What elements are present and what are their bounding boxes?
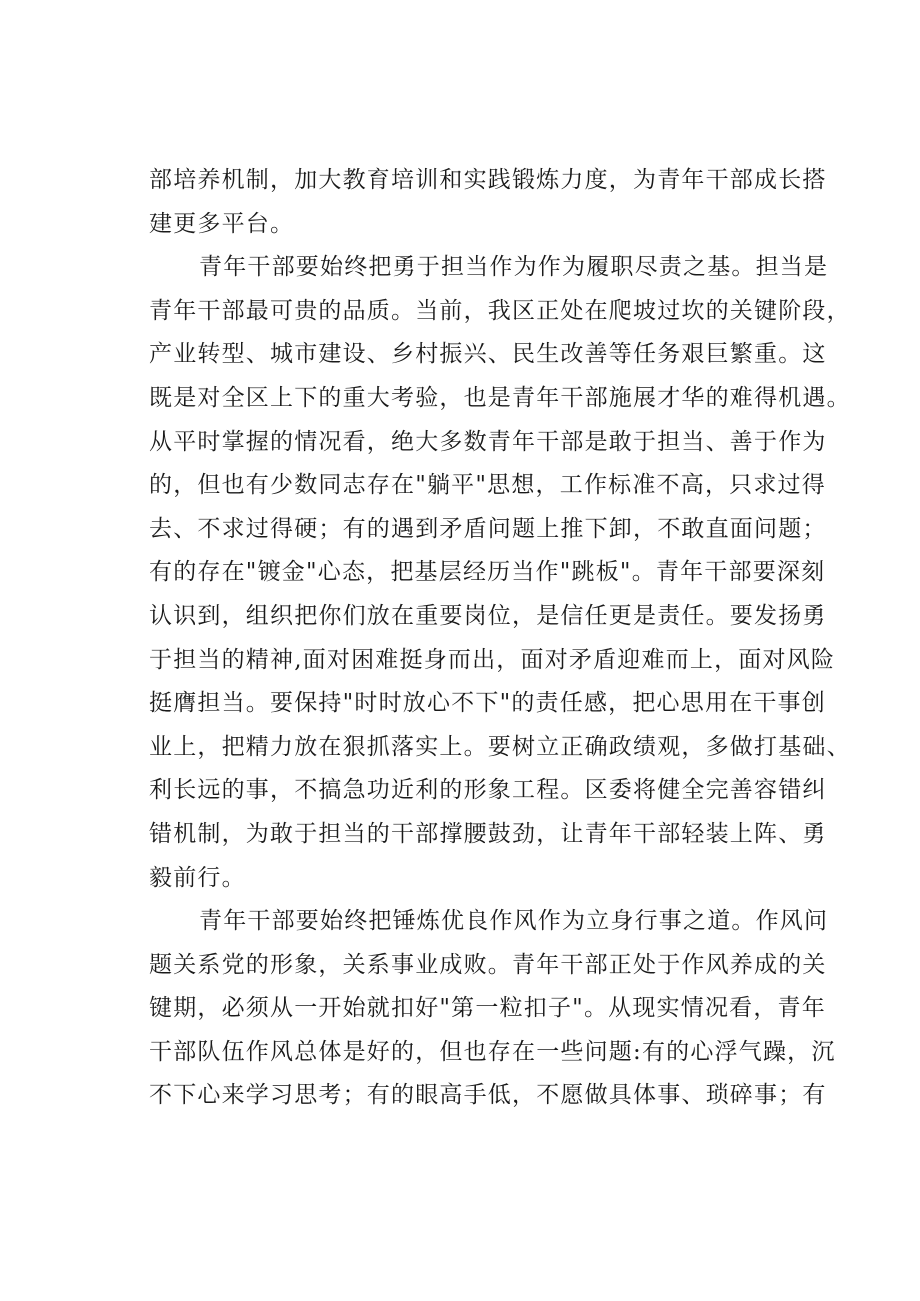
document-body xyxy=(149,159,851,1118)
text-line: 青年干部最可贵的品质。当前，我区正处在爬坡过坎的关键阶段， xyxy=(149,297,851,324)
paragraph-first-line: 青年干部要始终把锤炼优良作风作为立身行事之道。作风问 xyxy=(199,908,829,935)
text-line: 从平时掌握的情况看，绝大多数青年干部是敢于担当、善于作为 xyxy=(149,428,827,455)
text-line: 错机制，为敢于担当的干部撑腰鼓劲，让青年干部轻装上阵、勇 xyxy=(149,820,827,847)
text-line: 部培养机制，加大教育培训和实践锻炼力度，为青年干部成长搭 xyxy=(149,167,827,193)
text-line: 于担当的精神,面对困难挺身而出，面对矛盾迎难而上，面对风险 xyxy=(149,646,836,673)
text-line: 毅前行。 xyxy=(149,864,246,891)
text-line: 题关系党的形象，关系事业成败。青年干部正处于作风养成的关 xyxy=(149,951,827,978)
text-line: 产业转型、城市建设、乡村振兴、民生改善等任务艰巨繁重。这 xyxy=(149,341,827,368)
text-line: 建更多平台。 xyxy=(149,210,295,237)
text-line: 利长远的事，不搞急功近利的形象工程。区委将健全完善容错纠 xyxy=(149,777,827,804)
text-line: 干部队伍作风总体是好的，但也存在一些问题:有的心浮气躁，沉 xyxy=(149,1038,836,1065)
text-line: 键期，必须从一开始就扣好"第一粒扣子"。从现实情况看，青年 xyxy=(149,995,826,1022)
text-line: 认识到，组织把你们放在重要岗位，是信任更是责任。要发扬勇 xyxy=(149,602,827,629)
text-line: 业上，把精力放在狠抓落实上。要树立正确政绩观，多做打基础、 xyxy=(149,733,851,760)
text-line: 的，但也有少数同志存在"躺平"思想，工作标准不高，只求过得 xyxy=(149,472,826,499)
text-line: 挺膺担当。要保持"时时放心不下"的责任感，把心思用在干事创 xyxy=(149,690,826,717)
text-line: 去、不求过得硬；有的遇到矛盾问题上推下卸，不敢直面问题； xyxy=(149,515,827,542)
text-line: 不下心来学习思考；有的眼高手低，不愿做具体事、琐碎事；有 xyxy=(149,1082,827,1109)
text-line: 有的存在"镀金"心态，把基层经历当作"跳板"。青年干部要深刻 xyxy=(149,559,826,586)
text-line: 既是对全区上下的重大考验，也是青年干部施展才华的难得机遇。 xyxy=(149,384,851,411)
paragraph-first-line: 青年干部要始终把勇于担当作为作为履职尽责之基。担当是 xyxy=(199,254,829,281)
